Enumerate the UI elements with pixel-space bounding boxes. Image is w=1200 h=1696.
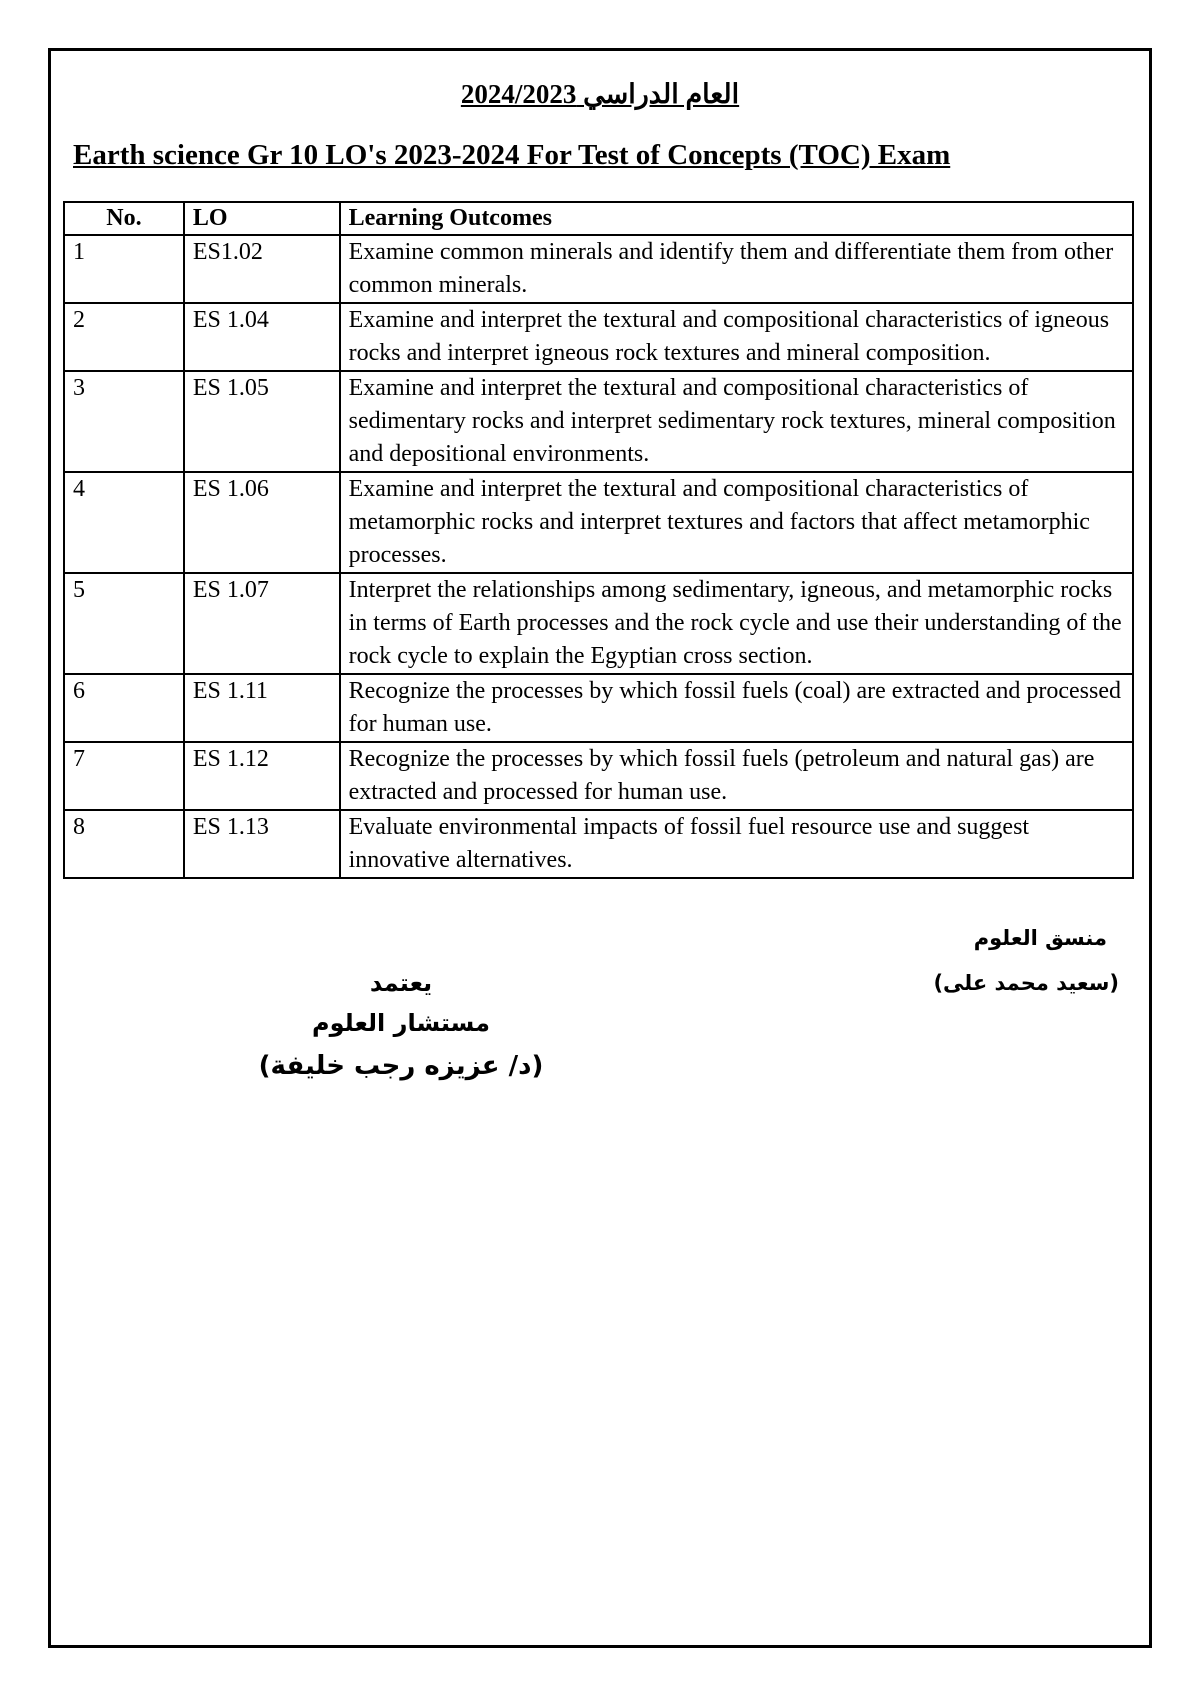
row-outcome: Recognize the processes by which fossil fuels (coal) are extracted and processed for human use.: [340, 674, 1133, 742]
academic-year-heading: العام الدراسي 2024/2023: [460, 79, 740, 109]
row-number: 3: [64, 371, 184, 472]
learning-outcomes-table: [63, 201, 1134, 879]
row-number: 5: [64, 573, 184, 674]
row-number: 1: [64, 235, 184, 303]
row-lo-code: ES 1.04: [184, 303, 340, 371]
row-lo-code: ES 1.07: [184, 573, 340, 674]
row-outcome: Evaluate environmental impacts of fossil fuel resource use and suggest innovative alternatives.: [340, 810, 1133, 878]
table-row: [64, 235, 1133, 303]
row-outcome: Examine common minerals and identify them and differentiate them from other common minerals.: [340, 235, 1133, 303]
row-outcome: Examine and interpret the textural and compositional characteristics of metamorphic rocks and interpret textures and factors that affect metamorphic processes.: [340, 472, 1133, 573]
row-number: 6: [64, 674, 184, 742]
coordinator-title: منسق العلوم: [973, 926, 1107, 950]
column-header-lo: LO: [184, 202, 340, 235]
row-number: 2: [64, 303, 184, 371]
row-lo-code: ES 1.12: [184, 742, 340, 810]
coordinator-name: (سعيد محمد على): [933, 971, 1119, 995]
row-number: 8: [64, 810, 184, 878]
column-header-no: No.: [64, 202, 184, 235]
document-title: Earth science Gr 10 LO's 2023-2024 For Test of Concepts (TOC) Exam: [73, 139, 951, 171]
table-row: [64, 674, 1133, 742]
table-row: [64, 371, 1133, 472]
page-frame: [48, 48, 1152, 1648]
row-lo-code: ES1.02: [184, 235, 340, 303]
row-lo-code: ES 1.05: [184, 371, 340, 472]
table-row: [64, 472, 1133, 573]
column-header-outcomes: Learning Outcomes: [340, 202, 1133, 235]
table-row: [64, 810, 1133, 878]
row-number: 4: [64, 472, 184, 573]
row-outcome: Recognize the processes by which fossil fuels (petroleum and natural gas) are extracted and processed for human use.: [340, 742, 1133, 810]
approval-label: يعتمد: [369, 969, 433, 997]
consultant-name: (د/ عزيزه رجب خليفة): [258, 1051, 544, 1081]
table-row: [64, 573, 1133, 674]
row-lo-code: ES 1.06: [184, 472, 340, 573]
row-number: 7: [64, 742, 184, 810]
consultant-title: مستشار العلوم: [312, 1009, 490, 1037]
table-header-row: [64, 202, 1133, 235]
row-outcome: Examine and interpret the textural and compositional characteristics of igneous rocks and interpret igneous rock textures and mineral composition.: [340, 303, 1133, 371]
row-outcome: Examine and interpret the textural and compositional characteristics of sedimentary rocks and interpret sedimentary rock textures, mineral composition and depositional environments.: [340, 371, 1133, 472]
table-row: [64, 303, 1133, 371]
row-outcome: Interpret the relationships among sedimentary, igneous, and metamorphic rocks in terms of Earth processes and the rock cycle and use their understanding of the rock cycle to explain the Egyptian cross section.: [340, 573, 1133, 674]
row-lo-code: ES 1.13: [184, 810, 340, 878]
row-lo-code: ES 1.11: [184, 674, 340, 742]
table-row: [64, 742, 1133, 810]
